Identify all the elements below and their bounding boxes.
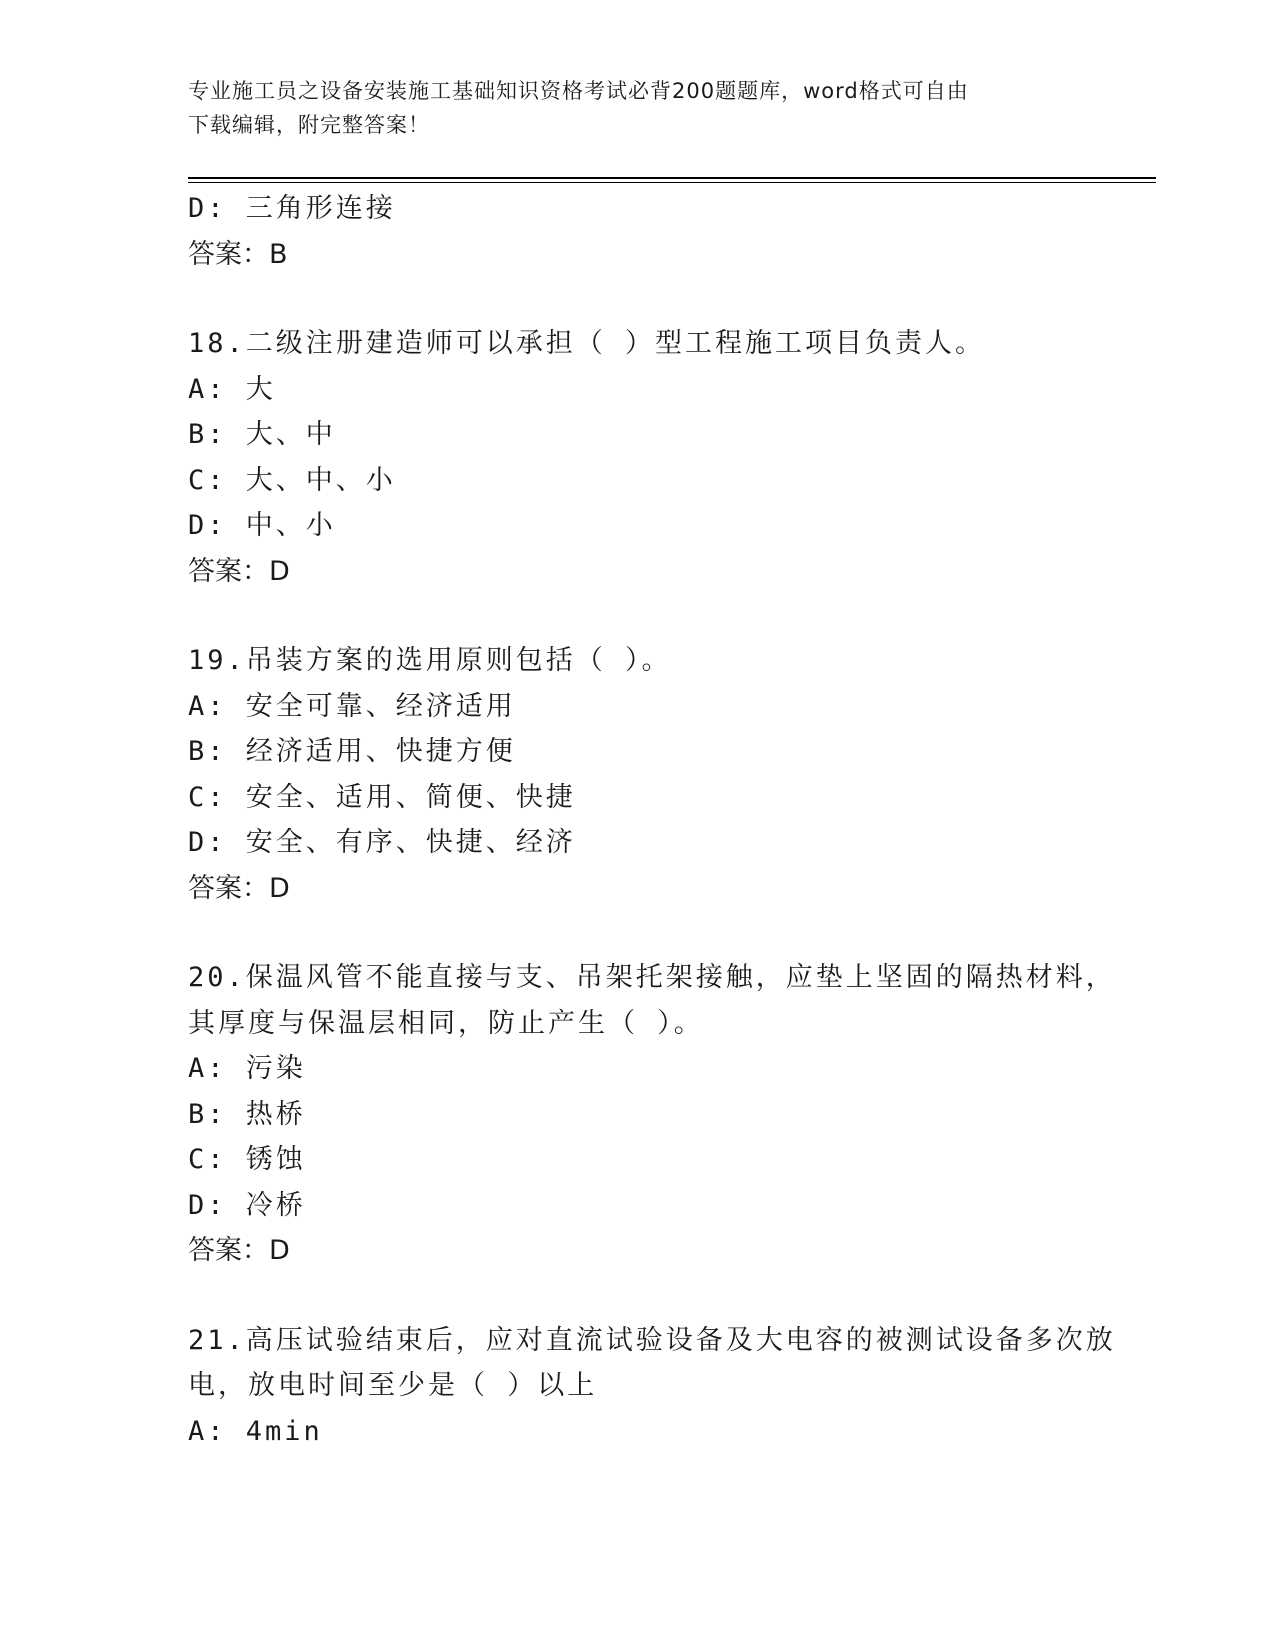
q19-option-a: A: 安全可靠、经济适用 (188, 690, 516, 722)
spacer (188, 594, 1148, 638)
header-title-line-1: 专业施工员之设备安装施工基础知识资格考试必背200题题库，word格式可自由 (188, 79, 969, 103)
q19-option-b: B: 经济适用、快捷方便 (188, 736, 516, 767)
question-19-block (188, 638, 1148, 911)
q18-option-a: A: 大 (188, 373, 276, 405)
q21-question-line-1: 21.高压试验结束后，应对直流试验设备及大电容的被测试设备多次放 (188, 1324, 1116, 1356)
question-20-block (188, 955, 1148, 1274)
spacer (188, 1274, 1148, 1318)
header-divider-thick (188, 177, 1156, 179)
q19-option-d: D: 安全、有序、快捷、经济 (188, 827, 576, 858)
q18-option-b: B: 大、中 (188, 419, 336, 450)
q20-option-c: C: 锈蚀 (188, 1144, 306, 1175)
q19-answer: 答案：D (188, 872, 290, 904)
q20-answer: 答案：D (188, 1235, 290, 1266)
q21-question-line-2: 电，放电时间至少是（ ）以上 (188, 1370, 598, 1401)
q18-question: 18.二级注册建造师可以承担（ ）型工程施工项目负责人。 (188, 328, 986, 359)
spacer (188, 911, 1148, 955)
q18-option-d: D: 中、小 (188, 510, 336, 541)
q20-question-line-1: 20.保温风管不能直接与支、吊架托架接触，应垫上坚固的隔热材料， (188, 962, 1116, 993)
q20-option-b: B: 热桥 (188, 1098, 306, 1130)
q20-option-d: D: 冷桥 (188, 1189, 306, 1221)
q18-answer: 答案：D (188, 555, 290, 587)
header-title-line-2: 下载编辑，附完整答案！ (188, 113, 430, 137)
q19-option-c: C: 安全、适用、简便、快捷 (188, 781, 576, 813)
question-21-block (188, 1318, 1148, 1455)
q20-question-line-2: 其厚度与保温层相同，防止产生（ ）。 (188, 1007, 704, 1039)
question-18-block (188, 321, 1148, 594)
q19-question: 19.吊装方案的选用原则包括（ ）。 (188, 645, 672, 676)
q20-option-a: A: 污染 (188, 1053, 306, 1084)
question-list (188, 186, 1148, 1454)
spacer (188, 277, 1148, 321)
q17-answer: 答案：B (188, 238, 288, 270)
page-header (188, 74, 1088, 142)
q17-option-d: D: 三角形连接 (188, 193, 396, 224)
header-divider-thin (188, 182, 1156, 183)
q18-option-c: C: 大、中、小 (188, 464, 396, 496)
question-17-block (188, 186, 1148, 277)
q21-option-a: A: 4min (188, 1415, 323, 1447)
